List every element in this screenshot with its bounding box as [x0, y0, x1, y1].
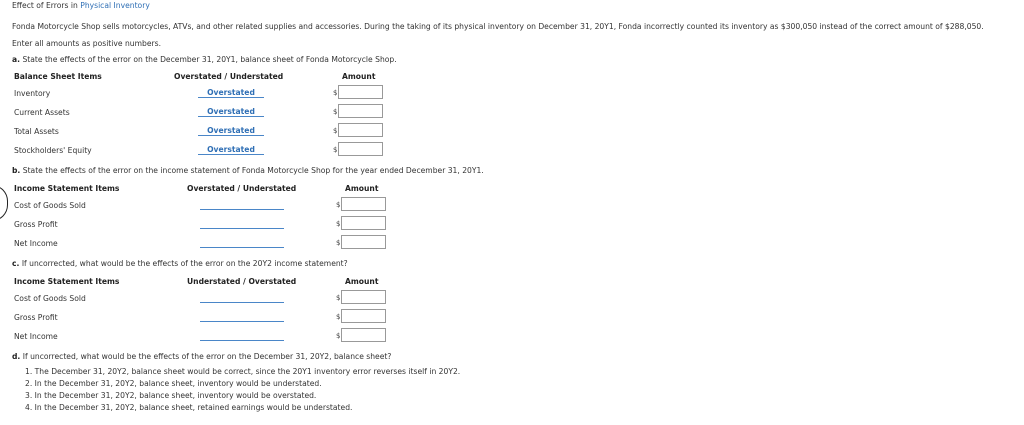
part-a-label: a. — [12, 55, 21, 64]
part-d-question — [12, 352, 391, 361]
part-b-question — [12, 166, 484, 175]
part-b-header-effect: Overstated / Understated — [187, 184, 297, 193]
part-c-question-text: If uncorrected, what would be the effects of the error on the 20Y2 income statement? — [21, 259, 348, 268]
part-d-option-4: 4. In the December 31, 20Y2, balance sheet, retained earnings would be understated. — [25, 403, 353, 412]
part-a-dollar-1: $ — [333, 89, 338, 97]
part-c-amount-net-income[interactable] — [341, 328, 386, 342]
part-d-option-3: 3. In the December 31, 20Y2, balance sheet, inventory would be overstated. — [25, 391, 317, 400]
part-a-select-current-assets[interactable]: Overstated — [198, 107, 264, 117]
part-c-header-amount: Amount — [345, 277, 379, 286]
part-b-label: b. — [12, 166, 21, 175]
part-b-dollar-1: $ — [336, 201, 341, 209]
part-b-item-cogs: Cost of Goods Sold — [14, 201, 86, 210]
part-a-question — [12, 55, 397, 64]
part-b-amount-net-income[interactable] — [341, 235, 386, 249]
part-a-item-total-assets: Total Assets — [14, 127, 59, 136]
part-d-question-text: If uncorrected, what would be the effects of the error on the December 31, 20Y2, balance sheet? — [22, 352, 392, 361]
part-b-header-items: Income Statement Items — [14, 184, 120, 193]
part-b-amount-gross-profit[interactable] — [341, 216, 386, 230]
part-a-item-inventory: Inventory — [14, 89, 51, 98]
page-title — [12, 1, 150, 10]
part-b-amount-cogs[interactable] — [341, 197, 386, 211]
instruction-text: Enter all amounts as positive numbers. — [12, 39, 161, 48]
part-a-dollar-4: $ — [333, 146, 338, 154]
part-a-header-items: Balance Sheet Items — [14, 72, 102, 81]
part-a-select-total-assets[interactable]: Overstated — [198, 126, 264, 136]
part-c-header-effect: Understated / Overstated — [187, 277, 297, 286]
part-b-select-cogs[interactable] — [200, 200, 284, 210]
selection-bracket-mark — [0, 185, 8, 221]
part-d-option-1: 1. The December 31, 20Y2, balance sheet would be correct, since the 20Y1 inventory error reverses itself in 20Y2. — [25, 367, 461, 376]
part-b-dollar-2: $ — [336, 220, 341, 228]
part-a-dollar-3: $ — [333, 127, 338, 135]
part-c-item-cogs: Cost of Goods Sold — [14, 294, 86, 303]
part-b-header-amount: Amount — [345, 184, 379, 193]
part-c-item-net-income: Net Income — [14, 332, 58, 341]
part-b-select-net-income[interactable] — [200, 238, 284, 248]
part-a-amount-inventory[interactable] — [338, 85, 383, 99]
part-a-question-text: State the effects of the error on the December 31, 20Y1, balance sheet of Fonda Motorcycle Shop. — [22, 55, 397, 64]
part-b-item-gross-profit: Gross Profit — [14, 220, 58, 229]
physical-inventory-link[interactable]: Physical Inventory — [80, 1, 150, 10]
part-c-select-gross-profit[interactable] — [200, 312, 284, 322]
part-c-amount-gross-profit[interactable] — [341, 309, 386, 323]
part-a-amount-stockholders-equity[interactable] — [338, 142, 383, 156]
part-c-dollar-2: $ — [336, 313, 341, 321]
part-a-amount-total-assets[interactable] — [338, 123, 383, 137]
part-d-label: d. — [12, 352, 21, 361]
part-c-select-cogs[interactable] — [200, 293, 284, 303]
part-c-header-items: Income Statement Items — [14, 277, 120, 286]
part-a-item-current-assets: Current Assets — [14, 108, 70, 117]
part-a-amount-current-assets[interactable] — [338, 104, 383, 118]
page-title-prefix: Effect of Errors in — [12, 1, 78, 10]
part-c-amount-cogs[interactable] — [341, 290, 386, 304]
intro-text: Fonda Motorcycle Shop sells motorcycles, ATVs, and other related supplies and accessories. During the taking of its physical inventory on December 31, 20Y1, Fonda incorrectly counted its inventory as $300,050 instead of the correct amount of $288,050. — [12, 22, 984, 31]
part-a-dollar-2: $ — [333, 108, 338, 116]
part-c-label: c. — [12, 259, 20, 268]
part-b-item-net-income: Net Income — [14, 239, 58, 248]
part-a-item-stockholders-equity: Stockholders' Equity — [14, 146, 92, 155]
part-a-select-stockholders-equity[interactable]: Overstated — [198, 145, 264, 155]
part-c-item-gross-profit: Gross Profit — [14, 313, 58, 322]
part-c-question — [12, 259, 348, 268]
part-a-header-amount: Amount — [342, 72, 376, 81]
part-b-select-gross-profit[interactable] — [200, 219, 284, 229]
part-c-dollar-3: $ — [336, 332, 341, 340]
part-a-select-inventory[interactable]: Overstated — [198, 88, 264, 98]
part-b-dollar-3: $ — [336, 239, 341, 247]
part-d-option-2: 2. In the December 31, 20Y2, balance sheet, inventory would be understated. — [25, 379, 322, 388]
part-b-question-text: State the effects of the error on the income statement of Fonda Motorcycle Shop for the year ended December 31, 20Y1. — [22, 166, 484, 175]
part-a-header-effect: Overstated / Understated — [174, 72, 284, 81]
part-c-select-net-income[interactable] — [200, 331, 284, 341]
part-c-dollar-1: $ — [336, 294, 341, 302]
